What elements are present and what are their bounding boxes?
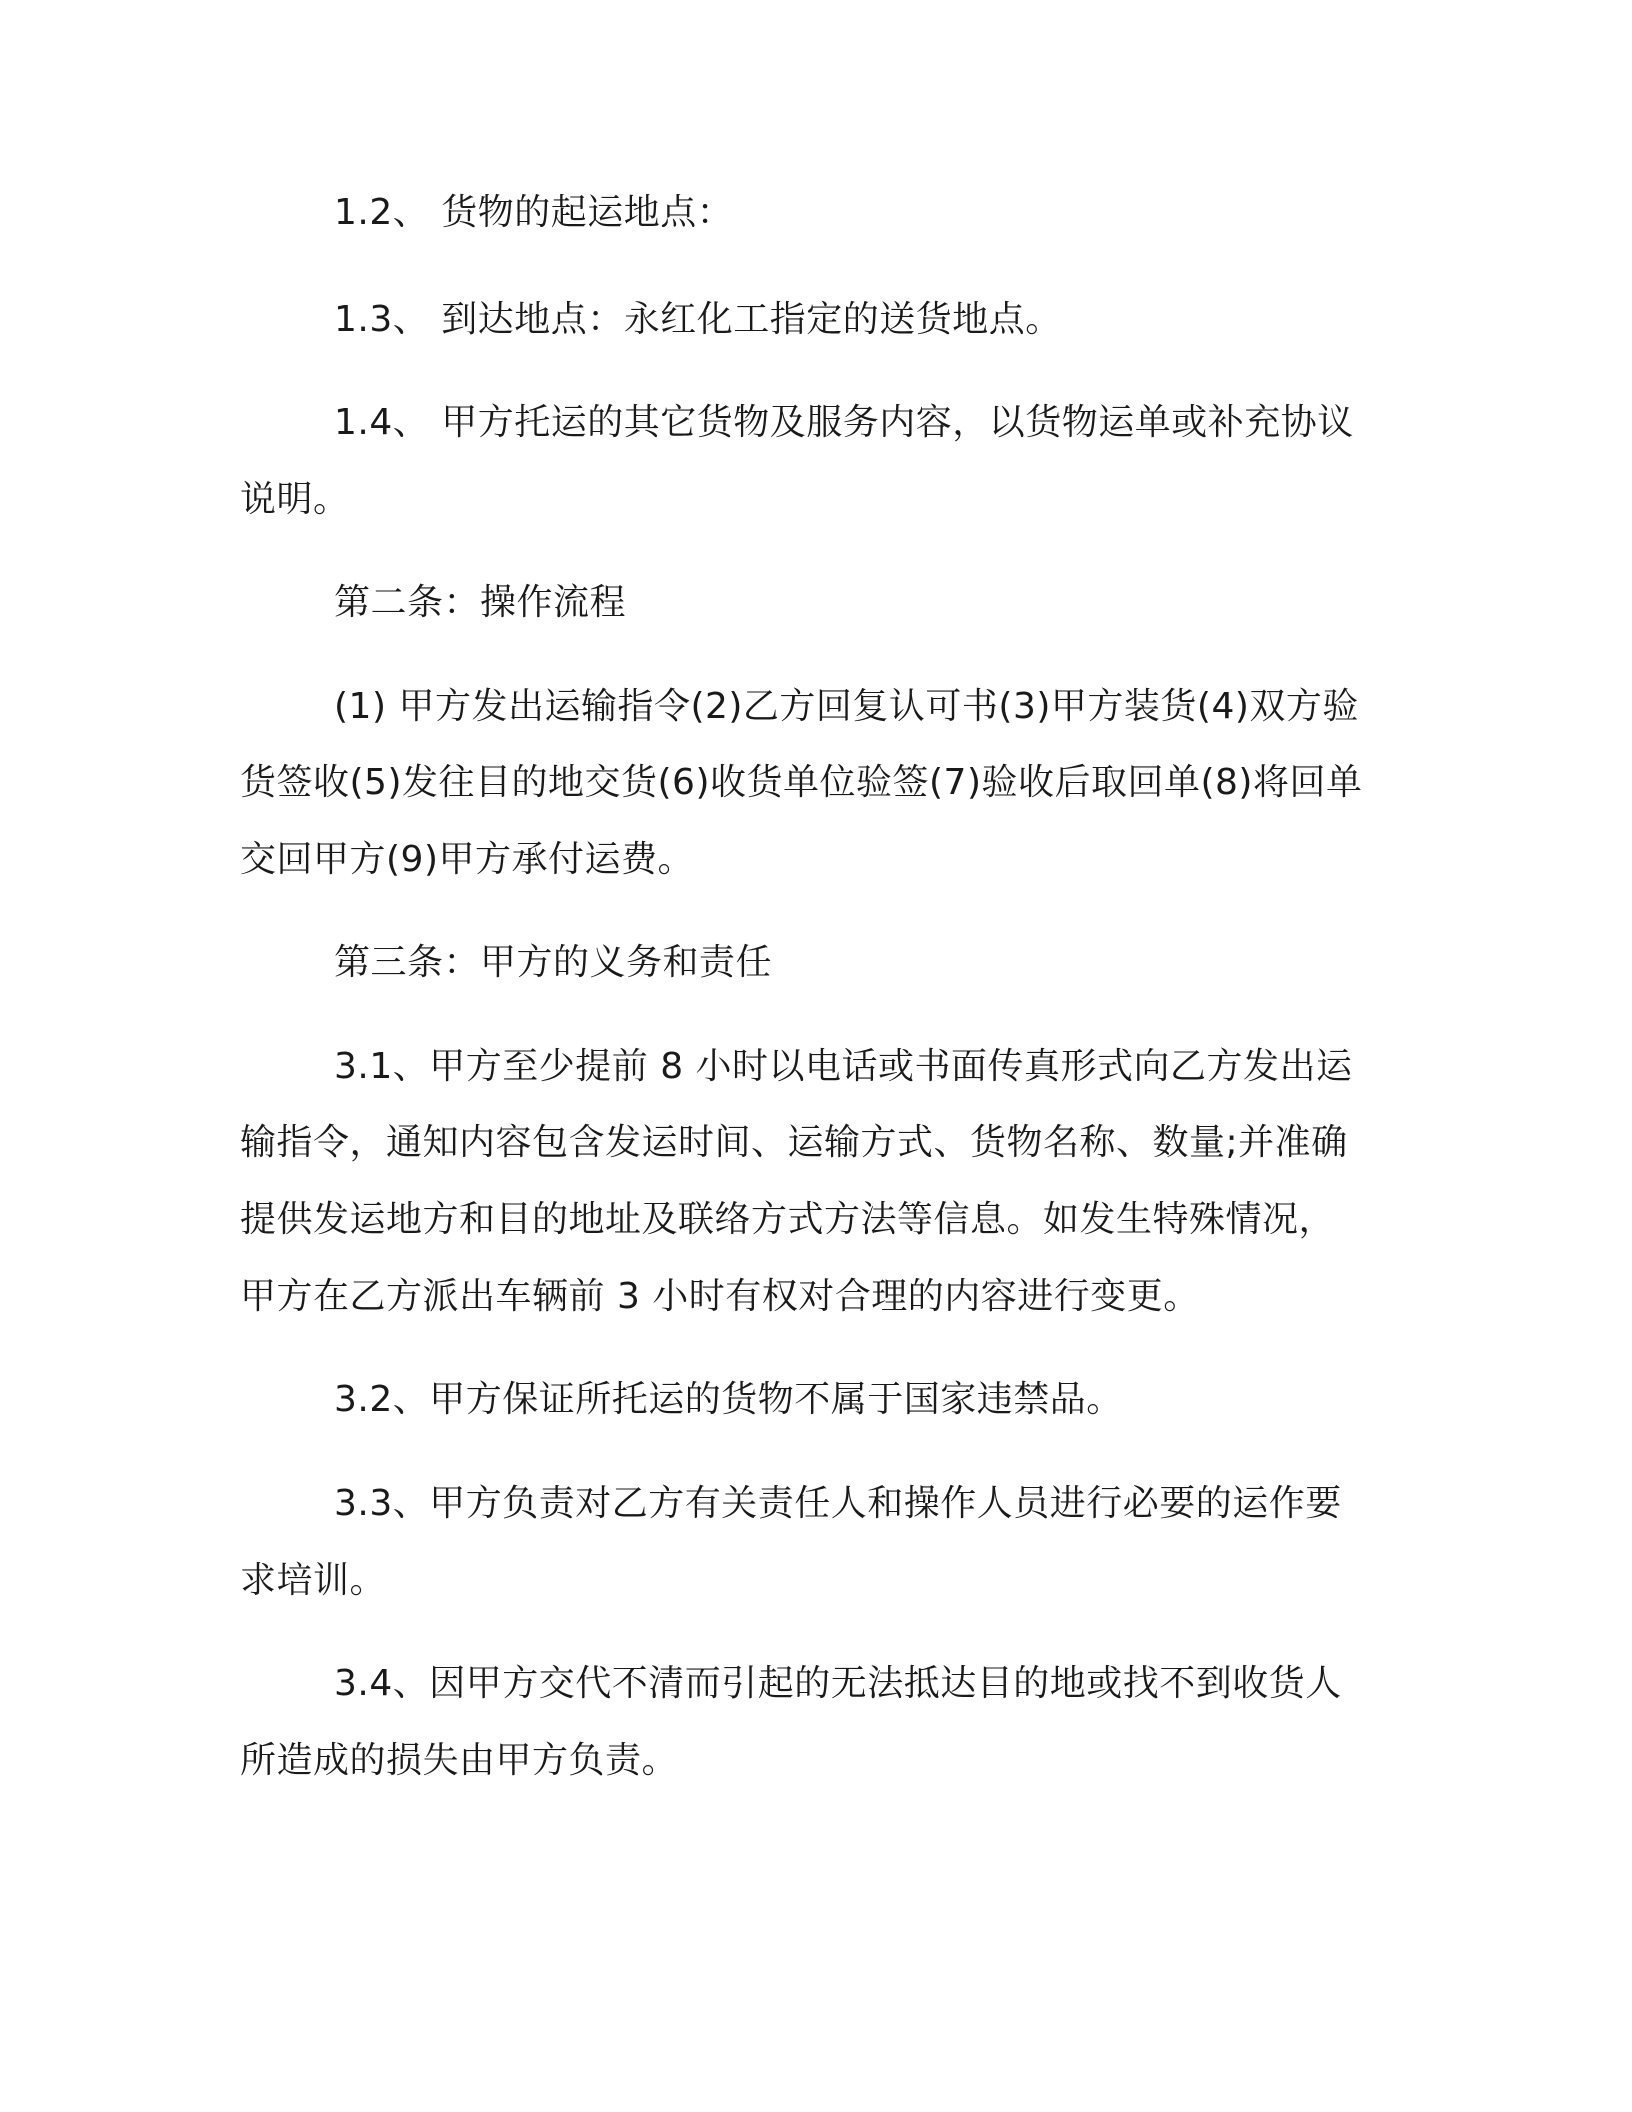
text-line: 所造成的损失由甲方负责。: [240, 1740, 679, 1781]
text-line: 输指令，通知内容包含发运时间、运输方式、货物名称、数量;并准确: [240, 1122, 1348, 1163]
text-line: (1) 甲方发出运输指令(2)乙方回复认可书(3)甲方装货(4)双方验: [334, 686, 1359, 727]
text-line: 求培训。: [240, 1560, 387, 1601]
text-line: 货签收(5)发往目的地交货(6)收货单位验签(7)验收后取回单(8)将回单: [240, 762, 1363, 803]
text-line: 交回甲方(9)甲方承付运费。: [240, 839, 694, 880]
text-line: 第三条：甲方的义务和责任: [334, 942, 773, 983]
text-line: 3.4、因甲方交代不清而引起的无法抵达目的地或找不到收货人: [334, 1663, 1342, 1704]
text-line: 甲方在乙方派出车辆前 3 小时有权对合理的内容进行变更。: [240, 1276, 1200, 1317]
text-line: 3.2、甲方保证所托运的货物不属于国家违禁品。: [334, 1379, 1123, 1420]
text-line: 提供发运地方和目的地址及联络方式方法等信息。如发生特殊情况，: [240, 1199, 1336, 1240]
text-line: 说明。: [240, 479, 350, 520]
text-line: 1.3、 到达地点：永红化工指定的送货地点。: [334, 299, 1062, 340]
text-line: 3.3、甲方负责对乙方有关责任人和操作人员进行必要的运作要: [334, 1483, 1342, 1524]
text-line: 1.2、 货物的起运地点：: [334, 192, 734, 233]
text-line: 1.4、 甲方托运的其它货物及服务内容，以货物运单或补充协议: [334, 402, 1354, 443]
text-line: 3.1、甲方至少提前 8 小时以电话或书面传真形式向乙方发出运: [334, 1046, 1353, 1087]
text-line: 第二条：操作流程: [334, 582, 627, 623]
